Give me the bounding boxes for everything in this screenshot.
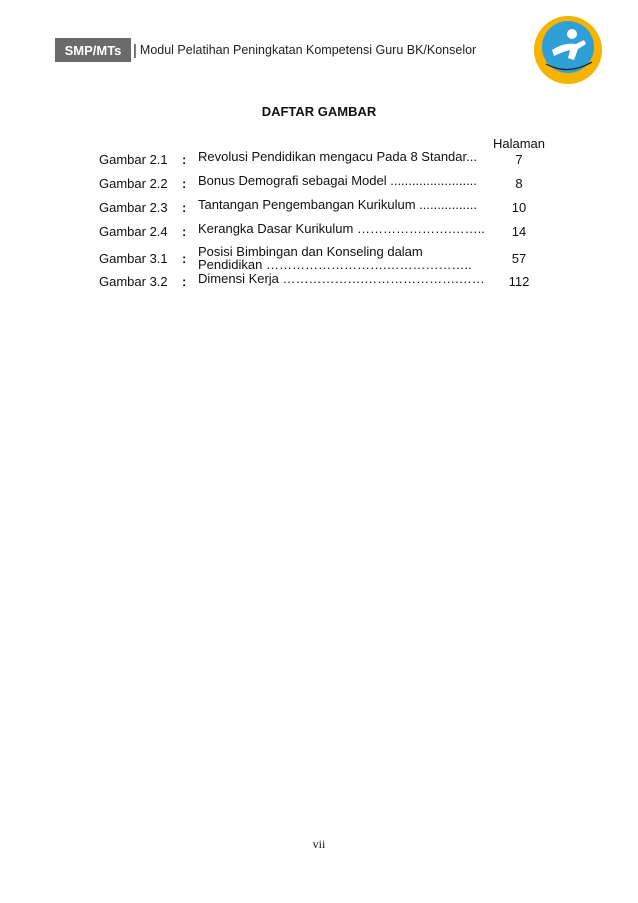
figure-label: Gambar 3.2: [99, 274, 168, 289]
figure-caption-line: Bonus Demografi sebagai Model ........................: [198, 173, 477, 188]
page-number: vii: [312, 837, 326, 851]
figure-separator: :: [182, 176, 187, 191]
figure-label: Gambar 3.1: [99, 251, 168, 266]
figure-separator: :: [182, 200, 187, 215]
figure-page-number: 10: [511, 200, 527, 215]
header-title-text: Modul Pelatihan Peningkatan Kompetensi Guru BK/Konselor: [139, 43, 477, 57]
figure-caption: [198, 150, 484, 163]
figure-label: Gambar 2.4: [99, 224, 168, 239]
figure-caption-line: Revolusi Pendidikan mengacu Pada 8 Standar...: [198, 149, 477, 164]
figure-page-number: 8: [515, 176, 523, 191]
figure-caption: [198, 222, 484, 235]
figure-separator: :: [182, 274, 187, 289]
header-separator: |: [133, 41, 137, 59]
figure-separator: :: [182, 251, 187, 266]
figure-caption-line: Posisi Bimbingan dan Konseling dalam: [198, 244, 423, 259]
figure-separator: :: [182, 224, 187, 239]
figure-caption-line: Pendidikan ……………………….………………..: [198, 257, 472, 272]
kurikulum-2013-logo-icon: [532, 14, 604, 86]
document-title: DAFTAR GAMBAR: [261, 104, 377, 119]
figure-caption: [198, 174, 484, 187]
figure-page-number: 7: [515, 152, 523, 167]
figure-page-number: 57: [511, 251, 527, 266]
figure-label: Gambar 2.1: [99, 152, 168, 167]
header-title: [133, 38, 476, 62]
figure-caption: [198, 245, 484, 271]
figure-page-number: 14: [511, 224, 527, 239]
figure-caption-line: Dimensi Kerja ……………….………………….……: [198, 271, 485, 286]
header-badge: SMP/MTs: [55, 38, 131, 62]
figure-label: Gambar 2.3: [99, 200, 168, 215]
figure-label: Gambar 2.2: [99, 176, 168, 191]
figure-separator: :: [182, 152, 187, 167]
figure-page-number: 112: [508, 274, 530, 289]
figure-caption: [198, 198, 484, 211]
page-column-header: Halaman: [492, 136, 546, 151]
figure-caption-line: Tantangan Pengembangan Kurikulum ................: [198, 197, 477, 212]
figure-caption: [198, 272, 484, 285]
figure-caption-line: Kerangka Dasar Kurikulum ………………….……..: [198, 221, 485, 236]
